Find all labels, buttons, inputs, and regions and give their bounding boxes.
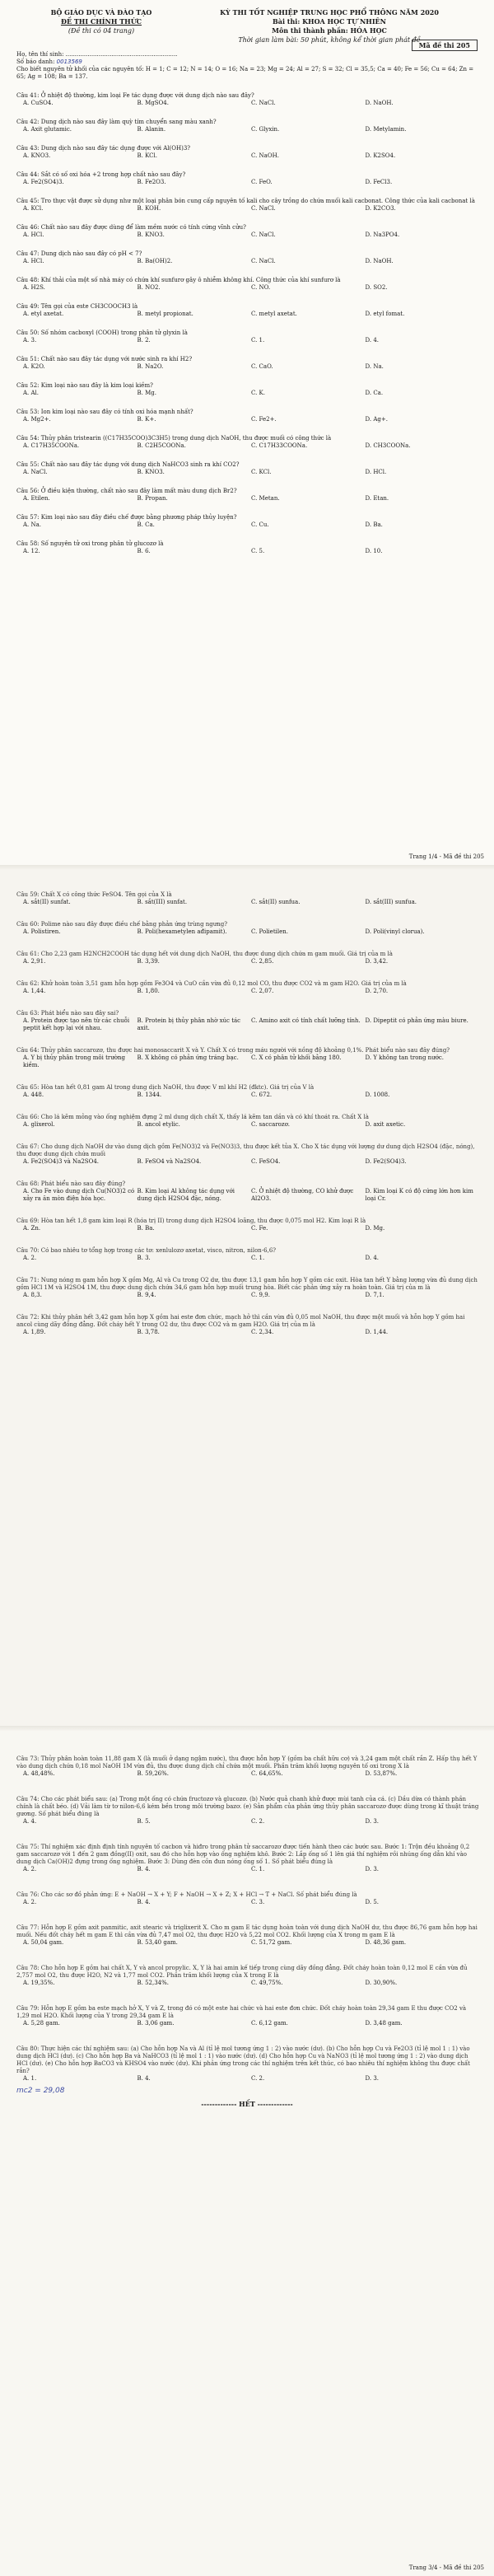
answer-options xyxy=(23,1980,479,1987)
question-text: Câu 62: Khử hoàn toàn 3,51 gam hỗn hợp gồm Fe3O4 và CuO cần vừa đủ 0,12 mol CO, thu được CO2 và m gam H2O. Giá trị của m là xyxy=(16,980,407,987)
answer-options xyxy=(23,1939,479,1947)
answer-option: D. NaOH. xyxy=(365,100,394,106)
answer-option: C. NaCl. xyxy=(251,258,276,264)
answer-option: B. 6. xyxy=(137,548,151,554)
answer-option: D. Ca. xyxy=(365,390,384,396)
answer-option: B. KNO3. xyxy=(137,231,165,238)
answer-option: C. sắt(II) sunfua. xyxy=(251,899,301,905)
question-text: Câu 66: Cho lá kẽm mỏng vào ống nghiệm đựng 2 ml dung dịch chất X, thấy lá kẽm tan dần và có khí thoát ra. Chất X là xyxy=(16,1114,369,1120)
answer-option: D. axit axetic. xyxy=(365,1121,406,1128)
answer-options xyxy=(23,363,479,371)
answer-option: D. 3,48 gam. xyxy=(365,2020,403,2027)
answer-option: B. C2H5COONa. xyxy=(137,442,186,449)
answer-option: D. K2SO4. xyxy=(365,152,396,159)
answer-option: A. Al. xyxy=(23,390,40,396)
question-text: Câu 67: Cho dung dịch NaOH dư vào dung dịch gồm Fe(NO3)2 và Fe(NO3)3, thu được kết tủa X. Cho X tác dụng với lượng dư dung dịch H2SO4 (đặc, nóng), thu được dung dịch chứa muối xyxy=(16,1143,475,1157)
question-text: Câu 64: Thủy phân saccarozơ, thu được hai monosaccarit X và Y. Chất X có trong máu người với nồng độ khoảng 0,1%. Phát biểu nào sau đây đúng? xyxy=(16,1047,450,1054)
ministry-name: BỘ GIÁO DỤC VÀ ĐÀO TẠO xyxy=(50,8,152,16)
page-3-footer: Trang 3/4 - Mã đề thi 205 xyxy=(408,2564,484,2571)
answer-options xyxy=(23,311,479,318)
answer-option: B. 4. xyxy=(137,2075,151,2082)
answer-options xyxy=(23,126,479,133)
answer-option: C. NaOH. xyxy=(251,152,279,159)
answer-option: B. Ba. xyxy=(137,1225,155,1232)
exam-component: Môn thi thành phần: HÓA HỌC xyxy=(272,26,387,35)
answer-option: C. NaCl. xyxy=(251,205,276,212)
answer-option: C. Amino axit có tính chất lưỡng tính. xyxy=(251,1017,361,1024)
answer-option: A. KCl. xyxy=(23,205,44,212)
question-text: Câu 70: Có bao nhiêu tơ tổng hợp trong các tơ: xenlulozơ axetat, visco, nitron, nilon-6,6? xyxy=(16,1247,277,1254)
answer-options xyxy=(23,958,479,965)
answer-option: D. 5. xyxy=(365,1899,379,1905)
exam-header xyxy=(0,0,494,48)
answer-option: C. NO. xyxy=(251,284,271,291)
answer-options xyxy=(23,1188,479,1203)
answer-options xyxy=(23,1329,479,1336)
question-text: Câu 68: Phát biểu nào sau đây đúng? xyxy=(16,1180,126,1187)
answer-option: B. 3,39. xyxy=(137,958,160,965)
answer-option: B. K+. xyxy=(137,416,156,423)
answer-option: C. 5. xyxy=(251,548,265,554)
answer-option: B. KOH. xyxy=(137,205,161,212)
answer-option: C. saccarozơ. xyxy=(251,1121,291,1128)
answer-options xyxy=(23,231,479,239)
answer-option: C. Cu. xyxy=(251,521,269,528)
answer-option: A. 448. xyxy=(23,1092,44,1098)
answer-option: A. HCl. xyxy=(23,231,44,238)
answer-option: A. H2S. xyxy=(23,284,45,291)
answer-option: A. 3. xyxy=(23,337,37,344)
answer-options xyxy=(23,899,479,906)
question-text: Câu 58: Số nguyên tử oxi trong phân tử glucozơ là xyxy=(16,540,164,547)
question-text: Câu 46: Chất nào sau đây được dùng để làm mềm nước có tính cứng vĩnh cửu? xyxy=(16,224,246,231)
question-text: Câu 78: Cho hỗn hợp E gồm hai chất X, Y và ancol propylic. X, Y là hai amin kế tiếp trong cùng dãy đồng đẳng. Đốt cháy hoàn toàn 0,12 mol E cần vừa đủ 2,757 mol O2, thu được H2O, N2 và 1,77 mol CO2. Phần trăm khối lượng của X trong E là xyxy=(16,1965,468,1979)
answer-options xyxy=(23,495,479,503)
answer-option: B. 2. xyxy=(137,337,151,344)
question-text: Câu 51: Chất nào sau đây tác dụng với nước sinh ra khí H2? xyxy=(16,356,193,362)
answer-option: B. sắt(III) sunfat. xyxy=(137,899,188,905)
answer-options xyxy=(23,1121,479,1129)
answer-option: A. K2O. xyxy=(23,363,45,370)
question-text: Câu 42: Dung dịch nào sau đây làm quỳ tím chuyển sang màu xanh? xyxy=(16,119,217,125)
answer-option: B. NO2. xyxy=(137,284,161,291)
answer-option: D. NaOH. xyxy=(365,258,394,264)
answer-option: D. SO2. xyxy=(365,284,388,291)
answer-option: D. 4. xyxy=(365,1255,379,1261)
answer-option: A. 12. xyxy=(23,548,40,554)
answer-option: B. 52,34%. xyxy=(137,1980,170,1986)
answer-option: D. 10. xyxy=(365,548,383,554)
answer-options xyxy=(23,469,479,476)
question-text: Câu 47: Dung dịch nào sau đây có pH < 7? xyxy=(16,250,142,257)
answer-option: B. Ba(OH)2. xyxy=(137,258,173,264)
answer-option: A. Na. xyxy=(23,521,42,528)
answer-option: C. 49,75%. xyxy=(251,1980,283,1986)
answer-option: B. FeSO4 và Na2SO4. xyxy=(137,1158,202,1165)
question-text: Câu 52: Kim loại nào sau đây là kim loại kiềm? xyxy=(16,382,153,389)
answer-option: B. Alanin. xyxy=(137,126,166,133)
answer-option: D. FeCl3. xyxy=(365,179,393,185)
question-text: Câu 63: Phát biểu nào sau đây sai? xyxy=(16,1010,119,1017)
question-text: Câu 73: Thủy phân hoàn toàn 11,88 gam X (là muối ở dạng ngậm nước), thu được hỗn hợp Y (gồm ba chất hữu cơ) và 3,24 gam một chất rắn Z. Hấp thụ hết Y vào dung dịch chứa 0,18 mol NaOH 1M vừa đủ, thu được dung dịch chỉ chứa một muối. Phần trăm khối lượng nguyên tố oxi trong X là xyxy=(16,1756,478,1770)
answer-option: D. K2CO3. xyxy=(365,205,396,212)
answer-options xyxy=(23,928,479,936)
answer-option: C. C17H33COONa. xyxy=(251,442,308,449)
answer-option: B. Protein bị thủy phân nhờ xúc tác axit. xyxy=(137,1017,241,1031)
question-text: Câu 53: Ion kim loại nào sau đây có tính oxi hóa mạnh nhất? xyxy=(16,409,193,415)
answer-option: D. HCl. xyxy=(365,469,387,475)
answer-option: A. 48,48%. xyxy=(23,1770,55,1777)
answer-option: C. X có phân tử khối bằng 180. xyxy=(251,1054,342,1061)
answer-option: A. 4. xyxy=(23,1818,37,1825)
student-id-label: Số báo danh: xyxy=(16,58,55,65)
answer-option: D. Etan. xyxy=(365,495,389,502)
answer-option: B. Na2O. xyxy=(137,363,164,370)
question-text: Câu 60: Polime nào sau đây được điều chế bằng phản ứng trùng ngưng? xyxy=(16,921,228,928)
answer-option: D. Ba. xyxy=(365,521,383,528)
answer-options xyxy=(23,1292,479,1299)
answer-option: B. 1,80. xyxy=(137,988,160,994)
answer-options xyxy=(23,521,479,529)
answer-option: C. 2,34. xyxy=(251,1329,274,1335)
answer-options xyxy=(23,1770,479,1778)
question-text: Câu 44: Sắt có số oxi hóa +2 trong hợp chất nào sau đây? xyxy=(16,171,186,178)
answer-option: D. Ag+. xyxy=(365,416,388,423)
question-list-page-3 xyxy=(0,1726,494,2083)
answer-option: D. 3. xyxy=(365,1866,379,1872)
answer-option: B. 53,40 gam. xyxy=(137,1939,178,1946)
answer-option: C. 2. xyxy=(251,2075,265,2082)
answer-option: A. Fe2(SO4)3. xyxy=(23,179,64,185)
answer-option: D. Na. xyxy=(365,363,384,370)
official-label: ĐỀ THI CHÍNH THỨC xyxy=(60,17,142,26)
question-list-page-2 xyxy=(0,865,494,1336)
answer-option: B. Poli(hexametylen ađipamit). xyxy=(137,928,227,935)
answer-options xyxy=(23,416,479,423)
answer-option: A. Protein được tạo nên từ các chuỗi peptit kết hợp lại với nhau. xyxy=(23,1017,130,1031)
answer-option: D. 3. xyxy=(365,2075,379,2082)
exam-title: KỲ THI TỐT NGHIỆP TRUNG HỌC PHỔ THÔNG NĂM 2020 xyxy=(220,8,439,16)
answer-option: C. CaO. xyxy=(251,363,273,370)
answer-option: C. 9,9. xyxy=(251,1292,270,1298)
answer-options xyxy=(23,284,479,292)
answer-option: D. 2,70. xyxy=(365,988,389,994)
answer-option: D. 30,90%. xyxy=(365,1980,398,1986)
question-text: Câu 41: Ở nhiệt độ thường, kim loại Fe tác dụng được với dung dịch nào sau đây? xyxy=(16,92,254,99)
student-id-row xyxy=(16,58,478,66)
answer-option: D. 7,1. xyxy=(365,1292,384,1298)
answer-option: C. 2,07. xyxy=(251,988,274,994)
answer-options xyxy=(23,179,479,186)
answer-option: A. 8,3. xyxy=(23,1292,42,1298)
answer-option: D. 3. xyxy=(365,1818,379,1825)
answer-option: A. etyl axetat. xyxy=(23,311,64,317)
answer-options xyxy=(23,2075,479,2083)
question-text: Câu 59: Chất X có công thức FeSO4. Tên gọi của X là xyxy=(16,891,172,898)
page-edge xyxy=(0,1726,494,1731)
answer-options xyxy=(23,1255,479,1262)
answer-option: C. Glyxin. xyxy=(251,126,280,133)
answer-options xyxy=(23,2020,479,2027)
answer-option: D. 1008. xyxy=(365,1092,390,1098)
answer-option: D. Dipeptit có phản ứng màu biure. xyxy=(365,1017,468,1024)
answer-option: B. Kim loại Al không tác dụng với dung dịch H2SO4 đặc, nóng. xyxy=(137,1188,235,1202)
answer-option: A. 2. xyxy=(23,1899,37,1905)
question-text: Câu 77: Hỗn hợp E gồm axit panmitic, axit stearic và triglixerit X. Cho m gam E tác dụng hoàn toàn với dung dịch NaOH dư, thu được 86,76 gam hỗn hợp hai muối. Nếu đốt cháy hết m gam E thì cần vừa đủ 7,47 mol O2, thu được H2O và 5,22 mol CO2. Khối lượng của X trong m gam E là xyxy=(16,1924,478,1938)
header-left xyxy=(23,8,179,35)
answer-option: D. Fe2(SO4)3. xyxy=(365,1158,407,1165)
answer-option: A. 2. xyxy=(23,1866,37,1872)
answer-option: A. Zn. xyxy=(23,1225,41,1232)
question-text: Câu 45: Tro thực vật được sử dụng như một loại phân bón cung cấp nguyên tố kali cho cây trồng do chứa muối kali cacbonat. Công thức của kali cacbonat là xyxy=(16,198,475,204)
answer-options xyxy=(23,442,479,450)
answer-option: A. Mg2+. xyxy=(23,416,51,423)
answer-options xyxy=(23,100,479,107)
question-text: Câu 57: Kim loại nào sau đây điều chế được bằng phương pháp thủy luyện? xyxy=(16,514,237,521)
answer-option: A. Fe2(SO4)3 và Na2SO4. xyxy=(23,1158,100,1165)
question-text: Câu 65: Hòa tan hết 0,81 gam Al trong dung dịch NaOH, thu được V ml khí H2 (đktc). Giá trị của V là xyxy=(16,1084,315,1091)
answer-option: D. Mg. xyxy=(365,1225,385,1232)
answer-options xyxy=(23,337,479,344)
page-count: (Đề thi có 04 trang) xyxy=(68,27,135,35)
student-name-row: Họ, tên thí sinh: ............................................................. xyxy=(16,51,178,58)
answer-option: A. NaCl. xyxy=(23,469,48,475)
answer-options xyxy=(23,1054,479,1069)
answer-options xyxy=(23,1092,479,1099)
answer-option: A. 1,89. xyxy=(23,1329,46,1335)
answer-option: B. Fe2O3. xyxy=(137,179,166,185)
answer-option: B. Ca. xyxy=(137,521,155,528)
question-text: Câu 43: Dung dịch nào sau đây tác dụng được với Al(OH)3? xyxy=(16,145,191,152)
question-text: Câu 75: Thí nghiệm xác định định tính nguyên tố cacbon và hiđro trong phân tử saccarozơ được tiến hành theo các bước sau. Bước 1: Trộn đều khoảng 0,2 gam saccarozơ với 1 đến 2 gam đồng(II) oxit, sau đó cho hỗn hợp vào ống nghiệm khô. Bước 2: Lắp ống số 1 lên giá thí nghiệm rồi nhúng ống dẫn khí vào dung dịch Ca(OH)2 đựng trong ống nghiệm. Bước 3: Dùng đèn cồn đun nóng ống số 1. Số phát biểu đúng là xyxy=(16,1844,470,1865)
answer-options xyxy=(23,152,479,160)
question-text: Câu 48: Khí thải của một số nhà máy có chứa khí sunfurơ gây ô nhiễm không khí. Công thức của khí sunfurơ là xyxy=(16,277,341,283)
answer-option: A. Y bị thủy phân trong môi trường kiềm. xyxy=(23,1054,125,1068)
answer-option: C. KCl. xyxy=(251,469,272,475)
answer-options xyxy=(23,258,479,265)
answer-option: B. 3. xyxy=(137,1255,151,1261)
answer-option: D. Na3PO4. xyxy=(365,231,400,238)
answer-option: A. 50,04 gam. xyxy=(23,1939,64,1946)
answer-options xyxy=(23,205,479,213)
answer-option: C. NaCl. xyxy=(251,231,276,238)
answer-option: C. Ở nhiệt độ thường, CO khử được Al2O3. xyxy=(251,1188,354,1202)
answer-options xyxy=(23,1158,479,1166)
answer-option: A. Etilen. xyxy=(23,495,50,502)
question-text: Câu 55: Chất nào sau đây tác dụng với dung dịch NaHCO3 sinh ra khí CO2? xyxy=(16,461,240,468)
page-1-footer: Trang 1/4 - Mã đề thi 205 xyxy=(408,853,484,860)
answer-option: B. ancol etylic. xyxy=(137,1121,180,1128)
answer-option: A. glixerol. xyxy=(23,1121,55,1128)
answer-option: A. 1,44. xyxy=(23,988,46,994)
answer-option: C. Fe2+. xyxy=(251,416,277,423)
answer-option: B. 4. xyxy=(137,1899,151,1905)
page-edge xyxy=(0,865,494,870)
answer-option: B. 4. xyxy=(137,1866,151,1872)
answer-options xyxy=(23,988,479,995)
answer-option: D. 4. xyxy=(365,337,379,344)
answer-option: A. 2,91. xyxy=(23,958,46,965)
question-text: Câu 69: Hòa tan hết 1,8 gam kim loại R (hóa trị II) trong dung dịch H2SO4 loãng, thu được 0,075 mol H2. Kim loại R là xyxy=(16,1218,366,1224)
answer-option: A. Axit glutamic. xyxy=(23,126,72,133)
answer-option: B. Mg. xyxy=(137,390,156,396)
answer-option: B. MgSO4. xyxy=(137,100,169,106)
answer-option: C. 3. xyxy=(251,1899,265,1905)
student-id-value: 0013569 xyxy=(56,58,82,65)
answer-options xyxy=(23,1225,479,1232)
answer-option: C. 51,72 gam. xyxy=(251,1939,292,1946)
answer-option: C. Metan. xyxy=(251,495,280,502)
answer-option: A. KNO3. xyxy=(23,152,51,159)
exam-end: ------------- HẾT ------------- xyxy=(201,2100,293,2108)
answer-option: C. metyl axetat. xyxy=(251,311,297,317)
student-name-label: Họ, tên thí sinh: xyxy=(16,51,64,58)
answer-option: C. FeO. xyxy=(251,179,273,185)
answer-option: C. 1. xyxy=(251,337,265,344)
answer-options xyxy=(23,1866,479,1873)
answer-options xyxy=(23,1017,479,1032)
answer-option: C. 2. xyxy=(251,1818,265,1825)
answer-option: A. CuSO4. xyxy=(23,100,54,106)
answer-option: A. C17H35COONa. xyxy=(23,442,80,449)
answer-option: D. sắt(III) sunfua. xyxy=(365,899,417,905)
answer-option: C. 1. xyxy=(251,1255,265,1261)
answer-option: A. 1. xyxy=(23,2075,37,2082)
exam-page-1 xyxy=(0,0,494,865)
answer-option: C. 64,65%. xyxy=(251,1770,283,1777)
exam-page-3 xyxy=(0,1726,494,2576)
atomic-mass-note: Cho biết nguyên tử khối của các nguyên tố: H = 1; C = 12; N = 14; O = 16; Na = 23; Mg = 24; Al = 27; S = 32; Cl = 35,5; Ca = 40; Fe = 56; Cu = 64; Zn = 65; Ag = 108; Ba = 137. xyxy=(16,66,474,80)
exam-subject: Bài thi: KHOA HỌC TỰ NHIÊN xyxy=(273,17,386,26)
answer-option: B. 9,4. xyxy=(137,1292,156,1298)
answer-option: B. 59,26%. xyxy=(137,1770,170,1777)
answer-option: B. 1344. xyxy=(137,1092,162,1098)
answer-option: D. 48,36 gam. xyxy=(365,1939,407,1946)
question-text: Câu 79: Hỗn hợp E gồm ba este mạch hở X, Y và Z, trong đó có một este hai chức và hai este đơn chức. Đốt cháy hoàn toàn 29,34 gam E thu được CO2 và 1,29 mol H2O. Khối lượng của Y trong 29,34 gam E là xyxy=(16,2005,467,2019)
question-list-page-1 xyxy=(0,92,494,555)
question-text: Câu 61: Cho 2,23 gam H2NCH2COOH tác dụng hết với dung dịch NaOH, thu được dung dịch chứa m gam muối. Giá trị của m là xyxy=(16,951,393,957)
question-text: Câu 54: Thủy phân tristearin ((C17H35COO)3C3H5) trong dung dịch NaOH, thu được muối có công thức là xyxy=(16,435,332,442)
answer-option: A. 2. xyxy=(23,1255,37,1261)
handwritten-note: mc2 = 29,08 xyxy=(16,2087,65,2095)
answer-option: D. Y không tan trong nước. xyxy=(365,1054,445,1061)
answer-option: C. 672. xyxy=(251,1092,273,1098)
answer-option: D. Kim loại K có độ cứng lớn hơn kim loại Cr. xyxy=(365,1188,473,1202)
answer-option: B. Propan. xyxy=(137,495,168,502)
answer-options xyxy=(23,548,479,555)
question-text: Câu 80: Thực hiện các thí nghiệm sau: (a) Cho hỗn hợp Na và Al (tỉ lệ mol tương ứng 1 : 2) vào nước (dư). (b) Cho hỗn hợp Cu và Fe2O3 (tỉ lệ mol 1 : 1) vào dung dịch HCl (dư). (c) Cho hỗn hợp Ba và NaHCO3 (tỉ lệ mol 1 : 1) vào nước (dư). (d) Cho hỗn hợp Cu và NaNO3 (tỉ lệ mol tương ứng 1 : 2) vào dung dịch HCl (dư). (e) Cho hỗn hợp BaCO3 và KHSO4 vào nước (dư). Khi phản ứng trong các thí nghiệm trên kết thúc, có bao nhiêu thí nghiệm không thu được chất rắn? xyxy=(16,2045,470,2074)
answer-option: C. NaCl. xyxy=(251,100,276,106)
question-text: Câu 72: Khi thủy phân hết 3,42 gam hỗn hợp X gồm hai este đơn chức, mạch hở thì cần vừa đủ 0,05 mol NaOH, thu được một muối và hỗn hợp Y gồm hai ancol cùng dãy đồng đẳng. Đốt cháy hết Y trong O2 dư, thu được CO2 và m gam H2O. Giá trị của m là xyxy=(16,1314,465,1328)
question-text: Câu 49: Tên gọi của este CH3COOCH3 là xyxy=(16,303,138,310)
answer-option: B. metyl propionat. xyxy=(137,311,193,317)
answer-option: A. 19,35%. xyxy=(23,1980,55,1986)
question-text: Câu 71: Nung nóng m gam hỗn hợp X gồm Mg, Al và Cu trong O2 dư, thu được 13,1 gam hỗn hợp Y gồm các oxit. Hòa tan hết Y bằng lượng vừa đủ dung dịch gồm HCl 1M và H2SO4 1M, thu được dung dịch chứa 34,6 gam hỗn hợp muối trung hòa. Biết các phản ứng xảy ra hoàn toàn. Giá trị của m là xyxy=(16,1277,478,1291)
answer-option: A. sắt(II) sunfat. xyxy=(23,899,71,905)
answer-option: C. 6,12 gam. xyxy=(251,2020,288,2027)
answer-option: D. 53,87%. xyxy=(365,1770,398,1777)
answer-option: D. 3,42. xyxy=(365,958,389,965)
answer-option: C. 1. xyxy=(251,1866,265,1872)
answer-option: C. 2,85. xyxy=(251,958,274,965)
answer-option: B. 5. xyxy=(137,1818,151,1825)
student-info xyxy=(16,51,478,81)
answer-option: C. Fe. xyxy=(251,1225,268,1232)
question-text: Câu 74: Cho các phát biểu sau: (a) Trong một ống có chứa fructozơ và glucozơ. (b) Nước quả chanh khử được mùi tanh của cá. (c) Dầu dừa có thành phần chính là chất béo. (d) Vải làm từ tơ nilon-6,6 kém bền trong môi trường bazơ. (e) Sản phẩm của phản ứng thủy phân saccarozơ được dùng trong kĩ thuật tráng gương. Số phát biểu đúng là xyxy=(16,1796,479,1817)
answer-option: B. 3,06 gam. xyxy=(137,2020,175,2027)
answer-option: C. FeSO4. xyxy=(251,1158,281,1165)
answer-options xyxy=(23,390,479,397)
answer-option: D. etyl fomat. xyxy=(365,311,405,317)
answer-options xyxy=(23,1818,479,1826)
answer-option: B. KCl. xyxy=(137,152,157,159)
answer-options xyxy=(23,1899,479,1906)
answer-option: B. KNO3. xyxy=(137,469,165,475)
answer-option: A. 5,28 gam. xyxy=(23,2020,60,2027)
exam-time: Thời gian làm bài: 50 phút, không kể thời gian phát đề xyxy=(238,36,421,44)
answer-option: B. 3,78. xyxy=(137,1329,160,1335)
answer-option: D. Metylamin. xyxy=(365,126,407,133)
exam-page-2 xyxy=(0,865,494,1726)
answer-option: C. K. xyxy=(251,390,266,396)
answer-option: B. X không có phản ứng tráng bạc. xyxy=(137,1054,239,1061)
answer-option: A. Cho Fe vào dung dịch Cu(NO3)2 có xảy ra ăn mòn điện hóa học. xyxy=(23,1188,135,1202)
question-text: Câu 56: Ở điều kiện thường, chất nào sau đây làm mất màu dung dịch Br2? xyxy=(16,488,237,494)
answer-option: D. CH3COONa. xyxy=(365,442,411,449)
answer-option: A. Polistiren. xyxy=(23,928,61,935)
answer-option: C. Polietilen. xyxy=(251,928,288,935)
answer-option: D. 1,44. xyxy=(365,1329,389,1335)
answer-option: A. HCl. xyxy=(23,258,44,264)
answer-option: D. Poli(vinyl clorua). xyxy=(365,928,425,935)
question-text: Câu 76: Cho các sơ đồ phản ứng: E + NaOH → X + Y; F + NaOH → X + Z; X + HCl → T + NaCl. Số phát biểu đúng là xyxy=(16,1891,357,1898)
question-text: Câu 50: Số nhóm cacboxyl (COOH) trong phân tử glyxin là xyxy=(16,330,188,336)
exam-code: Mã đề thi 205 xyxy=(412,40,478,51)
